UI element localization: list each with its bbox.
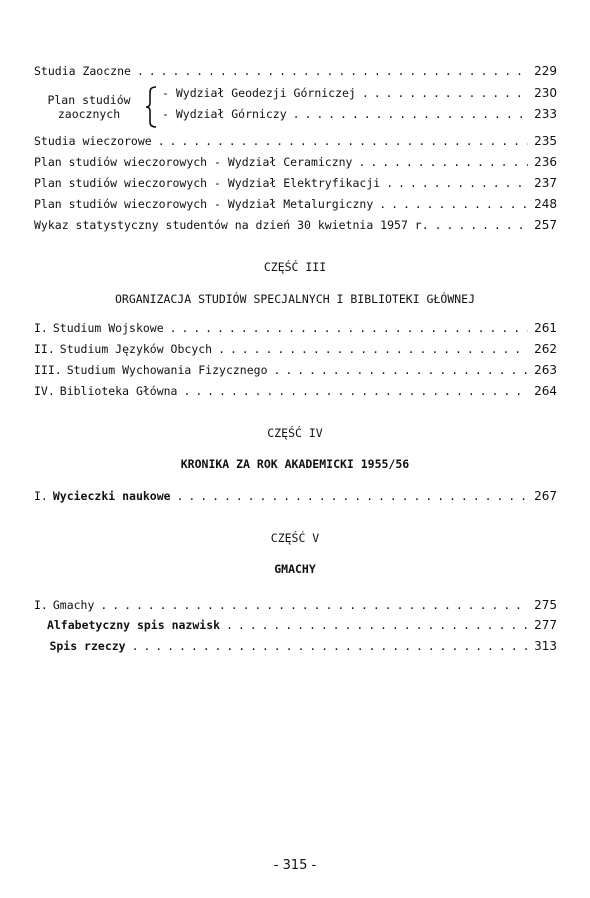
toc-entry-label: Plan studiów wieczorowych - Wydział Metalurgiczny xyxy=(34,197,374,211)
toc-entry-label: Studia Zaoczne xyxy=(34,64,131,78)
plan-group-item-label: - Wydział Górniczy xyxy=(162,107,287,121)
toc-entry-number: III. xyxy=(34,363,62,377)
plan-group-label-line1: Plan studiów xyxy=(47,93,131,107)
toc-entry-label: Wycieczki naukowe xyxy=(52,489,171,503)
toc-entry xyxy=(34,64,557,78)
toc-entry-label: Studia wieczorowe xyxy=(34,134,152,148)
page-number: - 315 - xyxy=(273,858,317,873)
dot-leader xyxy=(137,64,528,78)
toc-entry xyxy=(34,176,557,190)
dot-leader xyxy=(132,639,528,653)
toc-entry-number: I. xyxy=(34,598,48,612)
toc-entry-number: I. xyxy=(34,489,48,503)
curly-brace-icon xyxy=(144,86,158,128)
toc-entry-page: 235 xyxy=(534,134,557,148)
toc-entry-label: Spis rzeczy xyxy=(49,639,126,653)
dot-leader xyxy=(362,86,528,100)
toc-entry-page: 264 xyxy=(534,384,557,398)
toc-entry xyxy=(34,639,557,653)
dot-leader xyxy=(435,218,528,232)
part5-title: GMACHY xyxy=(274,562,316,576)
toc-entry-page: 248 xyxy=(534,197,557,211)
plan-group-item-page: 233 xyxy=(534,107,557,121)
toc-entry xyxy=(34,134,557,148)
toc-entry-page: 229 xyxy=(534,64,557,78)
toc-entry-page: 236 xyxy=(534,155,557,169)
dot-leader xyxy=(379,197,528,211)
toc-entry xyxy=(34,321,557,335)
part5-heading: CZĘŚĆ V xyxy=(270,531,320,545)
part4-title: KRONIKA ZA ROK AKADEMICKI 1955/56 xyxy=(180,457,410,471)
toc-entry xyxy=(34,598,557,612)
toc-entry-label: Gmachy xyxy=(52,598,95,612)
dot-leader xyxy=(226,618,528,632)
toc-entry-label: Studium Wojskowe xyxy=(52,321,164,335)
plan-group-item xyxy=(162,107,557,121)
toc-entry-label: Wykaz statystyczny studentów na dzień 30 kwietnia 1957 r. xyxy=(34,218,429,232)
dot-leader xyxy=(274,363,529,377)
toc-entry xyxy=(34,618,557,632)
toc-entry-page: 257 xyxy=(534,218,557,232)
toc-entry-number: I. xyxy=(34,321,48,335)
part3-title: ORGANIZACJA STUDIÓW SPECJALNYCH I BIBLIOTEKI GŁÓWNEJ xyxy=(114,292,476,306)
dot-leader xyxy=(158,134,528,148)
toc-entry-label: Alfabetyczny spis nazwisk xyxy=(46,618,221,632)
toc-entry-page: 275 xyxy=(534,598,557,612)
plan-group-label-line2: zaocznych xyxy=(57,107,121,121)
toc-entry-label: Studium Wychowania Fizycznego xyxy=(66,363,268,377)
plan-group-item-page: 230 xyxy=(534,86,557,100)
toc-entry xyxy=(34,155,557,169)
toc-entry-label: Biblioteka Główna xyxy=(59,384,178,398)
plan-group-label xyxy=(34,90,144,124)
dot-leader xyxy=(183,384,528,398)
toc-entry xyxy=(34,218,557,232)
toc-entry-page: 262 xyxy=(534,342,557,356)
plan-group-item-label: - Wydział Geodezji Górniczej xyxy=(162,86,356,100)
toc-entry xyxy=(34,197,557,211)
toc-entry xyxy=(34,363,557,377)
dot-leader xyxy=(293,107,528,121)
toc-entry-page: 267 xyxy=(534,489,557,503)
toc-entry-label: Studium Języków Obcych xyxy=(59,342,213,356)
toc-entry xyxy=(34,384,557,398)
toc-entry-page: 313 xyxy=(534,639,557,653)
dot-leader xyxy=(170,321,528,335)
dot-leader xyxy=(177,489,529,503)
toc-entry-page: 263 xyxy=(534,363,557,377)
dot-leader xyxy=(100,598,528,612)
toc-entry xyxy=(34,342,557,356)
toc-entry-label: Plan studiów wieczorowych - Wydział Ceramiczny xyxy=(34,155,353,169)
part3-heading: CZĘŚĆ III xyxy=(263,260,327,274)
toc-entry-label: Plan studiów wieczorowych - Wydział Elektryfikacji xyxy=(34,176,381,190)
plan-group-item xyxy=(162,86,557,100)
toc-entry-page: 261 xyxy=(534,321,557,335)
dot-leader xyxy=(359,155,529,169)
toc-entry-number: IV. xyxy=(34,384,55,398)
toc-entry-page: 237 xyxy=(534,176,557,190)
part4-heading: CZĘŚĆ IV xyxy=(267,426,323,440)
toc-entry xyxy=(34,489,557,503)
toc-entry-number: II. xyxy=(34,342,55,356)
dot-leader xyxy=(386,176,528,190)
toc-entry-page: 277 xyxy=(534,618,557,632)
dot-leader xyxy=(218,342,528,356)
